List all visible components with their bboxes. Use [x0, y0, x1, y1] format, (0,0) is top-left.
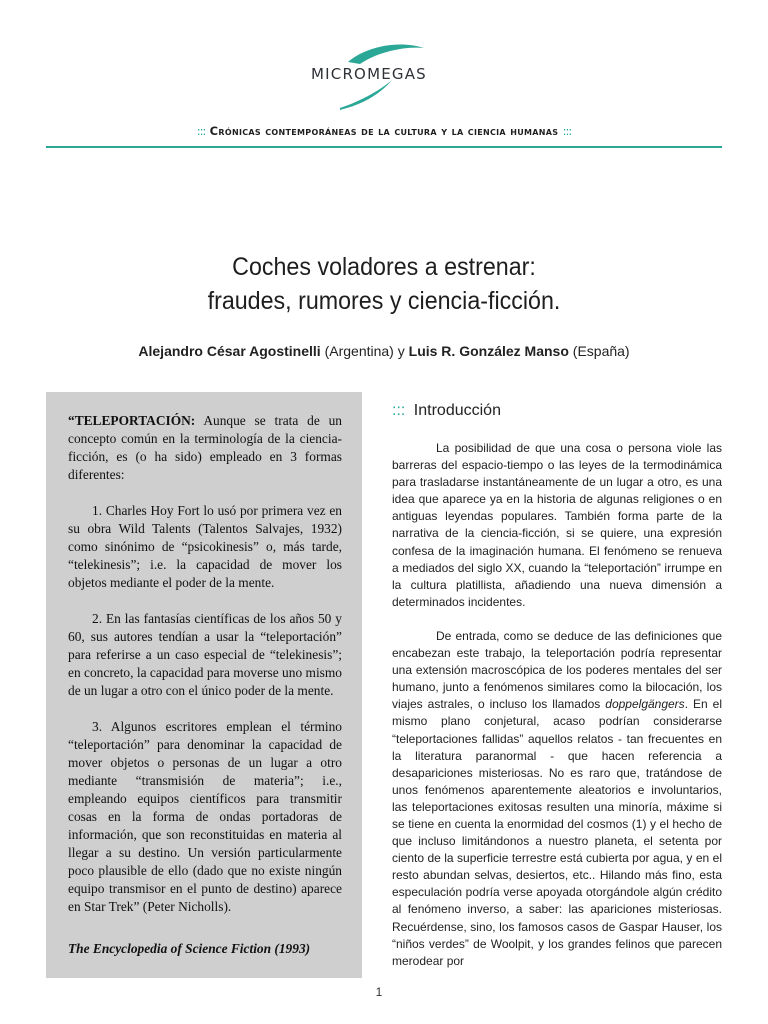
- body-paragraph-2-a: De entrada, como se deduce de las definiciones que encabezan este trabajo, la teleportación podría representar una extensión macroscópica de los poderes mentales del ser humano, junto a fenómenos similares como la bilocación, los viajes astrales, o incluso los llamados: [392, 628, 722, 712]
- author-1: Alejandro César Agostinelli: [138, 343, 321, 359]
- section-heading: [392, 402, 501, 420]
- logo-text: MICROMEGAS: [311, 65, 427, 83]
- series-header: [46, 124, 722, 138]
- header-band-text: Crónicas contemporáneas de la cultura y la ciencia humanas: [209, 124, 559, 138]
- body-paragraph-2-em: doppelgängers: [605, 697, 685, 712]
- sidebar-item-2: 2. En las fantasías científicas de los años 50 y 60, sus autores tendían a usar la “teleportación” para referirse a un caso especial de “telekinesis”; en concreto, la capacidad para moverse uno mismo de un lugar a otro con el único poder de la mente.: [68, 611, 342, 698]
- sidebar-item-1: 1. Charles Hoy Fort lo usó por primera vez en su obra Wild Talents (Talentos Salvajes, 1932) como sinónimo de “psicokinesis” o, más tarde, “telekinesis”; i.e. la capacidad de mover los objetos mediante el poder de la mente.: [68, 503, 342, 590]
- page-number: 1: [375, 985, 383, 999]
- header-dots-right: :::: [562, 124, 572, 138]
- body-paragraph-2-b: . En el mismo plano conjetural, acaso podrían considerarse “teleportaciones fallidas” aquellos relatos - tan frecuentes en la literatura paranormal - que hacen referencia a desapariciones misteriosas. No es raro que, tratándose de unos fenómenos aparentemente aleatorios e involuntarios, las teleportaciones exitosas resulten una minoría, máxime si se tiene en cuenta la enormidad del cosmos (1) y el hecho de que incluso limitándonos a nuestro planeta, el setenta por ciento de la superficie terrestre está cubierta por agua, y en el resto abundan selvas, desiertos, etc.. Hilando más fino, esta especulación podría verse apoyada otorgándole algún crédito al fenómeno inverso, a saber: las apariciones misteriosas. Recuérdense, sino, los famosos casos de Gaspar Hauser, los “niños verdes” de Woolpit, y los grandes felinos que parecen merodear por: [392, 697, 722, 968]
- sidebar-lead-text: Aunque se trata de un concepto común en la terminología de la ciencia-ficción, es (o ha sido) empleado en 3 formas diferentes:: [68, 413, 342, 482]
- author-2-country: (España): [572, 343, 630, 359]
- header-rule: [46, 146, 722, 148]
- body-paragraph-2: [392, 628, 722, 970]
- header-dots-left: :::: [196, 124, 206, 138]
- sidebar-source: The Encyclopedia of Science Fiction (1993): [68, 941, 311, 956]
- title-line-2: fraudes, rumores y ciencia-ficción.: [207, 287, 561, 315]
- author-joiner: y: [397, 343, 405, 359]
- sidebar-item-3: 3. Algunos escritores emplean el término “teleportación” para denominar la capacidad de mover objetos o personas de un lugar a otro mediante “transmisión de materia”; i.e., empleando equipos científicos para transmitir cosas en la forma de ondas portadoras de información, que son reconstituidas en materia al llegar a su destino. Un versión particularmente poco plausible de ello (dado que no existe ningún equipo transmisor en el punto de destino) aparece en Star Trek” (Peter Nicholls).: [68, 719, 342, 914]
- section-heading-text: Introducción: [413, 402, 501, 419]
- article-title: [83, 250, 686, 318]
- author-line: [40, 343, 728, 359]
- definition-sidebar: [46, 392, 362, 978]
- sidebar-lead-term: “TELEPORTACIÓN:: [68, 413, 196, 428]
- author-1-country: (Argentina): [324, 343, 394, 359]
- micromegas-logo: [300, 40, 470, 112]
- article-body: [392, 440, 722, 987]
- author-2: Luis R. González Manso: [408, 343, 569, 359]
- section-dots: :::: [392, 402, 406, 419]
- title-line-1: Coches voladores a estrenar:: [232, 253, 536, 281]
- sidebar-lead: [68, 412, 342, 484]
- body-paragraph-1: La posibilidad de que una cosa o persona viole las barreras del espacio-tiempo o las leyes de la termodinámica para trasladarse instantáneamente de un lugar a otro, es una idea que aparece ya en la historia de algunas religiones o en antiguas leyendas populares. También forma parte de la narrativa de la ciencia-ficción, si se quiere, una expresión confesa de la imaginación humana. El fenómeno se renueva a mediados del siglo XX, cuando la “teleportación” irrumpe en la cultura platillista, añadiendo una nueva dimensión a determinados incidentes.: [392, 441, 722, 609]
